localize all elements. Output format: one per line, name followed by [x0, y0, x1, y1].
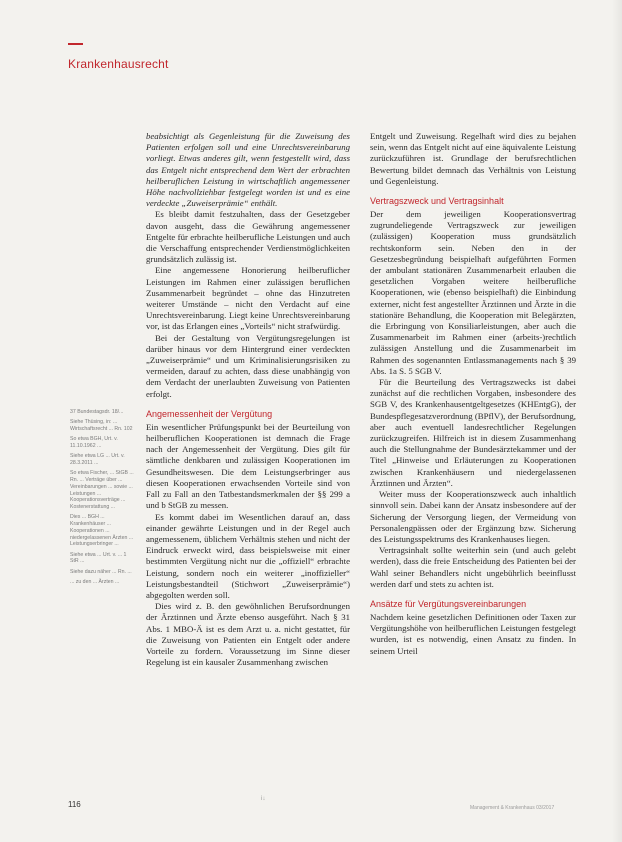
paragraph: Es bleibt damit festzuhalten, dass der Gesetzgeber davon ausgeht, dass die Gewährung angemessener Entgelte für erbrachte heilberufliche Leistungen und auch die Verschaffung entsprechender Verdienstmöglichkeiten grundsätzlich zulässig ist. — [146, 209, 350, 265]
paragraph: Vertragsinhalt sollte weiterhin sein (und auch gelebt werden), dass die freie Entscheidung des Patienten bei der Wahl seiner Behandlers nicht ungebührlich beeinflusst werden darf und stets zu achten ist. — [370, 545, 576, 589]
paragraph: Dies wird z. B. den gewöhnlichen Berufsordnungen der Ärztinnen und Ärzte ebenso ausgeführt. Nach § 31 Abs. 1 MBO-Ä ist es dem Arzt u. a. nicht gestattet, für die Zuweisung von Patienten ein Entgelt oder andere Vorteile zu fordern. Voraussetzung im Sinne dieser Regelung ist ein kausaler Zusammenhang zwischen — [146, 601, 350, 668]
footnote: Siehe Thüsing, in: ... Wirtschaftsrecht ... Rn. 102 — [70, 419, 133, 432]
paragraph: Für die Beurteilung des Vertragszwecks ist dabei zunächst auf die rechtlichen Vorgaben, insbesondere des SGB V, des Krankenhausentgeltgesetzes (KHEntgG), der Bundespflegesatzverordnung (BPflV), der Berufsordnung, aber auch eventuell landesrechtlicher Regelungen zurückzugreifen. Hilfreich ist in diesem Zusammenhang auch die Stellungnahme der Bundesärztekammer und der Titel „Hinweise und Erläuterungen zu Kooperationen zwischen Krankenhäusern und niedergelassenen Ärztinnen und Ärzten“. — [370, 377, 576, 488]
subheading: Vertragszweck und Vertragsinhalt — [370, 196, 504, 207]
paragraph — [146, 131, 350, 209]
paragraph: Weiter muss der Kooperationszweck auch inhaltlich sinnvoll sein. Dabei kann der Ansatz insbesondere auf der Sicherung der Versorgung liegen, der Vermeidung von Personalengpässen oder der Ergänzung bzw. Sicherung des Leistungsspektrums des Krankenhauses liegen. — [370, 489, 576, 544]
footnote: Siehe etwa ... Urt. v. ... 1 StR ... — [70, 551, 127, 565]
journal-footer: Management & Krankenhaus 03/2017 — [470, 805, 555, 811]
paragraph: Nachdem keine gesetzlichen Definitionen oder Taxen zur Vergütungshöhe von heilberuflichen Leistungen festgelegt wurden, ist es notwendig, einen Ansatz zu finden. In seinem Urteil — [370, 611, 576, 656]
footnote: ... zu den ... Ärzten ... — [70, 578, 120, 585]
body-column-right — [370, 131, 576, 791]
paragraph: Eine angemessene Honorierung heilberuflicher Leistungen im Rahmen einer zulässigen beruflichen Zusammenarbeit begründet – ohne das Hinzutreten weiterer Umstände – nicht den Verdacht auf eine Unrechtsvereinbarung. Liegt keine Unrechtsvereinbarung vor, ist das Erlangen eines „Vorteils“ nicht strafwürdig. — [146, 265, 350, 332]
header-rule — [68, 43, 83, 45]
page-edge-shadow — [612, 0, 622, 842]
footnote: Siehe etwa LG ... Urt. v. 28.3.2011 ... — [70, 453, 125, 466]
italic-text: beabsichtigt als Gegenleistung für die Zuweisung des Patienten erfolgen soll und eine Unrechtsvereinbarung vorliegt. Etwas anderes gilt, wenn festgestellt wird, dass das Entgelt nicht entsprechend dem Wert der erbrachten heilberuflichen Leistung in wirtschaftlich angemessener Höhe nachvollziehbar festgelegt worden ist und es eine verdeckte „Zuweiserprämie“ enthält. — [146, 131, 350, 209]
page-number: 116 — [68, 800, 81, 809]
footnote: So etwa Fischer, ... StGB ... Rn. ... Verträge über ... Vereinbarungen ... sowie ... Leistungen ... Kooperationsverträge ... Kostenerstattung ... — [70, 470, 134, 510]
paragraph: Es kommt dabei im Wesentlichen darauf an, dass einander gewährte Leistungen und in der Regel auch angemessenem, üblichem Verhältnis stehen und nicht der Eindruck erweckt wird, dass beispielsweise mit einer bestimmten Vergütung nicht nur die „offiziell“ erbrachte Leistung, sondern noch ein weiterer „inoffizieller“ Leistungsbestandteil (Stichwort „Zuweiserprämie“) abgegolten werden soll. — [146, 511, 350, 600]
paragraph: Bei der Gestaltung von Vergütungsregelungen ist darüber hinaus vor dem Hintergrund einer verdeckten „Zuweiserprämie“ und um Kriminalisierungsrisiken zu vermeiden, darauf zu achten, dass diese unabhängig von dem Verdacht der unerlaubten Zuweisung von Patienten erfolgt. — [146, 332, 350, 399]
footnote: 37 Bundestagsdr. 18/... — [70, 409, 124, 415]
footnote: So etwa BGH, Urt. v. 11.10.1962 ... — [70, 436, 118, 449]
footnote-sidebar — [70, 409, 136, 589]
paragraph: Ein wesentlicher Prüfungspunkt bei der Beurteilung von heilberuflichen Kooperationen ist demnach die Frage nach der Angemessenheit der Vergütung. Dies gilt für sämtliche denkbaren und zulässigen Kooperationen im Gesundheitswesen. Die dem Leistungserbringer aus diesen Kooperationen erwachsenden Vorteile sind von Fall zu Fall an den Tatbestandsmerkmalen der §§ 299 a und b StGB zu messen. — [146, 421, 350, 511]
subheading: Angemessenheit der Vergütung — [146, 408, 273, 419]
section-title: Krankenhausrecht — [68, 57, 169, 71]
print-mark: i↓ — [261, 796, 266, 802]
body-column-left — [146, 131, 350, 791]
paragraph: Entgelt und Zuweisung. Regelhaft wird dies zu bejahen sein, wenn das Entgelt nicht auf eine äquivalente Leistung zurückzuführen ist. Grundlage der berufsrechtlichen Bewertung bildet demnach das Verhältnis von Leistung und Gegenleistung. — [370, 131, 576, 186]
footnote: Siehe dazu näher ... Rn. ... — [70, 568, 132, 575]
subheading: Ansätze für Vergütungsvereinbarungen — [370, 598, 527, 609]
footnote: Dies ... BGH ... Krankenhäuser ... Kooperationen ... niedergelassenen Ärzten ... Leistungserbringer ... — [70, 514, 134, 548]
paragraph: Der dem jeweiligen Kooperationsvertrag zugrundeliegende Vertragszweck zur jeweiligen (zulässigen) Kooperation muss grundsätzlich rechtskonform sein. Neben den in der Gesetzesbegründung beispielhaft aufgeführten Formen der ambulant stationären Zusammenarbeit erlauben die gesetzlichen Vorgaben weitere heilberufliche Kooperationen, wie (ebenso beispielhaft) die Einbindung externer, nicht fest angestellter Ärztinnen und Ärzte in die stationäre Behandlung, die Kooperation mit Belegärzten, die Erbringung von Konsiliarleistungen, aber auch die Zusammenarbeit im Rahmen einer (arbeits-)rechtlich zulässigen Anstellung und die Zusammenarbeit im Rahmen des sogenannten Entlassmanagements nach § 39 Abs. 1a S. 5 SGB V. — [370, 209, 576, 376]
